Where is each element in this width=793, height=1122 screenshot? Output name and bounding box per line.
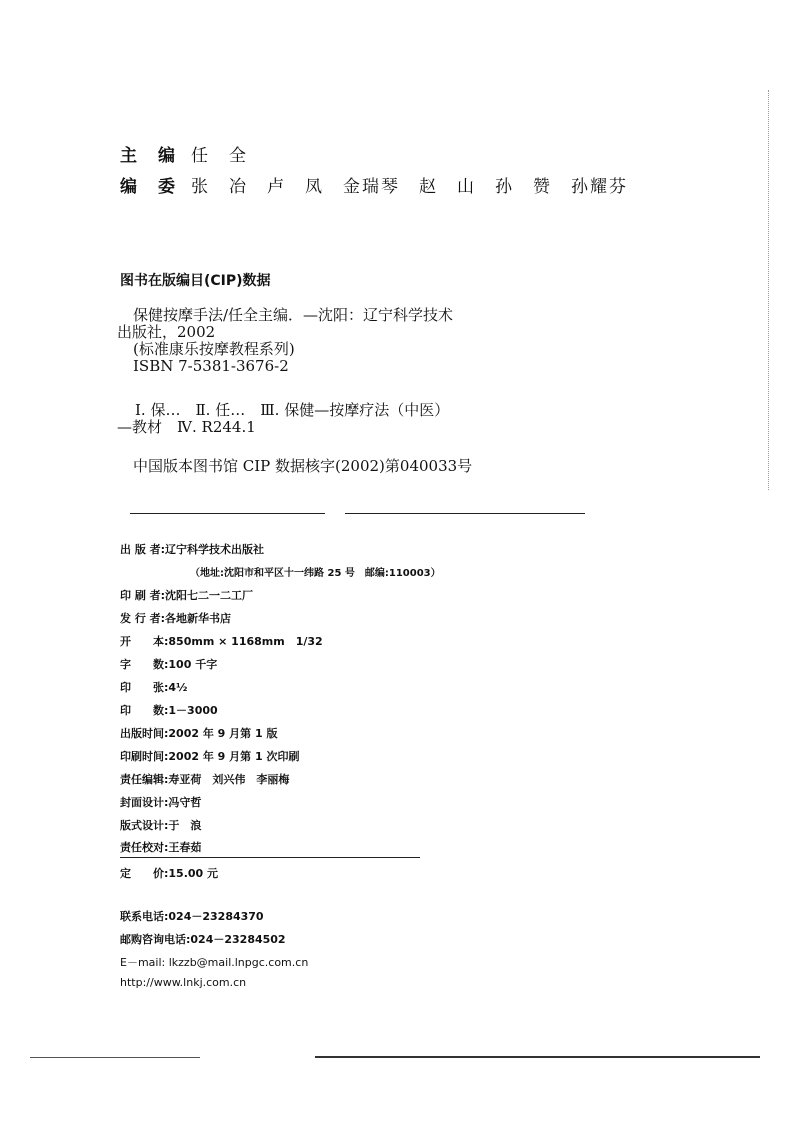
website-link[interactable]: http://www.lnkj.com.cn (120, 976, 247, 989)
cip-line: (标准康乐按摩教程系列) (133, 340, 295, 358)
colophon-print-run: 印 数:1－3000 (120, 704, 218, 717)
chief-editor-label: 主 编 (120, 146, 177, 166)
colophon-editors: 责任编辑:寿亚荷 刘兴伟 李丽梅 (120, 773, 290, 786)
colophon-layout-design: 版式设计:于 浪 (120, 819, 202, 832)
editor-name: 金瑞琴 (343, 177, 400, 197)
scan-edge-dots (768, 90, 769, 490)
email-link[interactable]: E－mail: lkzzb@mail.lnpgc.com.cn (120, 956, 309, 969)
cip-line: 出版社，2002 (117, 323, 216, 341)
cip-title: 图书在版编目(CIP)数据 (120, 273, 271, 289)
colophon-format: 开 本:850mm × 1168mm 1/32 (120, 635, 323, 648)
editors-line (120, 172, 628, 197)
colophon-sheets: 印 张:4½ (120, 681, 188, 694)
colophon-publisher: 出 版 者:辽宁科学技术出版社 (120, 543, 265, 556)
editor-name: 孙 赞 (495, 177, 552, 197)
colophon-publish-date: 出版时间:2002 年 9 月第 1 版 (120, 727, 278, 740)
editor-name: 卢 凤 (267, 177, 324, 197)
colophon-distributor: 发 行 者:各地新华书店 (120, 612, 232, 625)
colophon-print-date: 印刷时间:2002 年 9 月第 1 次印刷 (120, 750, 300, 763)
contact-phone: 联系电话:024－23284370 (120, 910, 264, 923)
scan-edge-line (30, 1057, 200, 1058)
mail-order-phone: 邮购咨询电话:024－23284502 (120, 933, 286, 946)
colophon-address: （地址:沈阳市和平区十一纬路 25 号 邮编:110003） (190, 568, 441, 579)
cip-isbn: ISBN 7-5381-3676-2 (133, 357, 289, 375)
scan-edge-line (315, 1056, 760, 1058)
divider (120, 857, 420, 858)
cip-record: 中国版本图书馆 CIP 数据核字(2002)第040033号 (133, 457, 473, 475)
chief-editor-line (120, 141, 248, 166)
editor-name: 孙耀芬 (571, 177, 628, 197)
divider (130, 513, 325, 514)
editors-label: 编 委 (120, 177, 177, 197)
cip-line: 保健按摩手法/任全主编．—沈阳：辽宁科学技术 (133, 306, 454, 324)
cip-class-line: —教材 Ⅳ. R244.1 (117, 418, 256, 436)
colophon-cover-design: 封面设计:冯守哲 (120, 796, 202, 809)
cip-class-line: Ⅰ. 保… Ⅱ. 任… Ⅲ. 保健—按摩疗法（中医） (135, 401, 450, 419)
editor-name: 赵 山 (419, 177, 476, 197)
price: 定 价:15.00 元 (120, 867, 219, 880)
colophon-word-count: 字 数:100 千字 (120, 658, 218, 671)
colophon-printer: 印 刷 者:沈阳七二一二工厂 (120, 589, 254, 602)
editor-name: 张 冶 (191, 177, 248, 197)
chief-editor-name: 任 全 (191, 146, 248, 166)
colophon-proofreader: 责任校对:王春茹 (120, 841, 202, 854)
divider (345, 513, 585, 514)
